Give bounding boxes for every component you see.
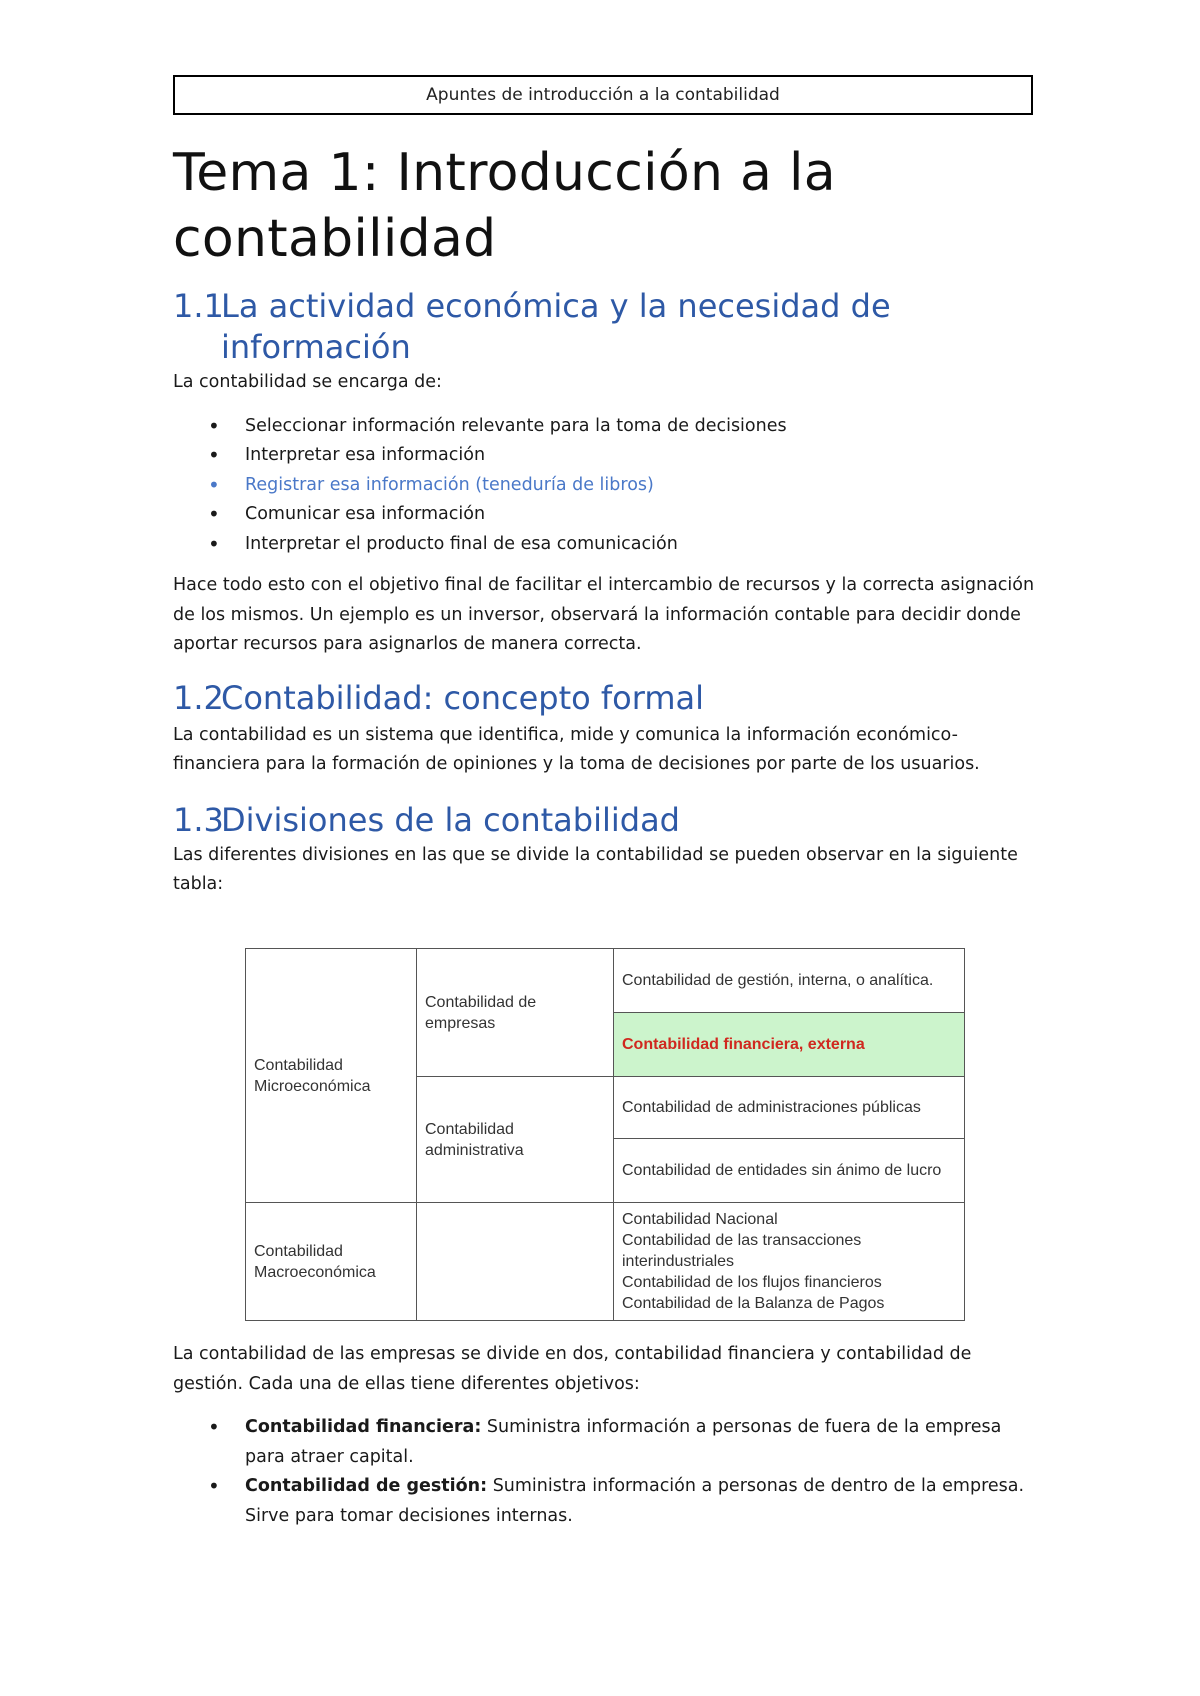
section-number: 1.3 <box>173 800 224 839</box>
table-cell-micro: Contabilidad Microeconómica <box>246 949 417 1203</box>
paragraph: La contabilidad de las empresas se divide en dos, contabilidad financiera y contabilidad de gestión. Cada una de ellas tiene diferentes objetivos: <box>173 1344 972 1394</box>
term-text: Suministra información a personas de dentro de la empresa. Sirve para tomar decisiones internas. <box>245 1476 1025 1526</box>
bullet-list-objectives <box>173 1413 1035 1531</box>
section-intro: La contabilidad se encarga de: <box>173 372 442 392</box>
table-line: Contabilidad de los flujos financieros <box>622 1274 882 1291</box>
bullet-list-tasks <box>173 412 1035 560</box>
list-item: • Interpretar el producto final de esa comunicación <box>173 530 1035 560</box>
section-number: 1.2 <box>173 678 224 717</box>
paragraph: La contabilidad es un sistema que identifica, mide y comunica la información económico-financiera para la formación de opiniones y la toma de decisiones por parte de los usuarios. <box>173 724 980 774</box>
section-title: La actividad económica y la necesidad de información <box>221 287 891 366</box>
section-heading-1-2 <box>173 678 1035 719</box>
paragraph: Hace todo esto con el objetivo final de facilitar el intercambio de recursos y la correcta asignación de los mismos. Un ejemplo es un inversor, observará la información contable para decidir donde aportar recursos para asignarlos de manera correcta. <box>173 575 1035 654</box>
list-item: • Interpretar esa información <box>173 441 1035 471</box>
table-cell-empty <box>417 1203 614 1321</box>
document-body <box>173 140 1035 900</box>
section-title: Divisiones de la contabilidad <box>221 800 680 839</box>
header-text: Apuntes de introducción a la contabilidad <box>426 85 780 105</box>
table-cell-financiera: Contabilidad financiera, externa <box>614 1013 965 1077</box>
table-cell-publicas: Contabilidad de administraciones públicas <box>614 1077 965 1139</box>
table-cell-macro-items <box>614 1203 965 1321</box>
table-line: Contabilidad de la Balanza de Pagos <box>622 1295 885 1312</box>
page-header <box>173 75 1033 115</box>
table-cell-administrativa: Contabilidad administrativa <box>417 1077 614 1203</box>
term-label: Contabilidad de gestión: <box>245 1476 488 1496</box>
section-heading-1-1 <box>173 286 1035 368</box>
term-text: Suministra información a personas de fuera de la empresa para atraer capital. <box>245 1417 1002 1467</box>
list-item <box>173 1413 1035 1472</box>
table-line: Contabilidad Nacional <box>622 1211 778 1228</box>
section-title: Contabilidad: concepto formal <box>221 678 704 717</box>
table-cell-macro: Contabilidad Macroeconómica <box>246 1203 417 1321</box>
paragraph: Las diferentes divisiones en las que se divide la contabilidad se pueden observar en la siguiente tabla: <box>173 844 1018 894</box>
list-item: • Registrar esa información (teneduría de libros) <box>173 471 1035 501</box>
table-cell-empresas: Contabilidad de empresas <box>417 949 614 1077</box>
divisions-table <box>245 948 965 1321</box>
table-line: Contabilidad de las transacciones interindustriales <box>622 1232 862 1270</box>
table-cell-sin-animo: Contabilidad de entidades sin ánimo de lucro <box>614 1139 965 1203</box>
page-title: Tema 1: Introducción a la contabilidad <box>173 143 836 269</box>
section-heading-1-3 <box>173 800 1035 841</box>
list-item: • Seleccionar información relevante para la toma de decisiones <box>173 412 1035 442</box>
section-number: 1.1 <box>173 287 224 325</box>
document-body-continued <box>173 1340 1035 1531</box>
table-cell-gestion: Contabilidad de gestión, interna, o analítica. <box>614 949 965 1013</box>
term-label: Contabilidad financiera: <box>245 1417 482 1437</box>
list-item <box>173 1472 1035 1531</box>
list-item: • Comunicar esa información <box>173 500 1035 530</box>
